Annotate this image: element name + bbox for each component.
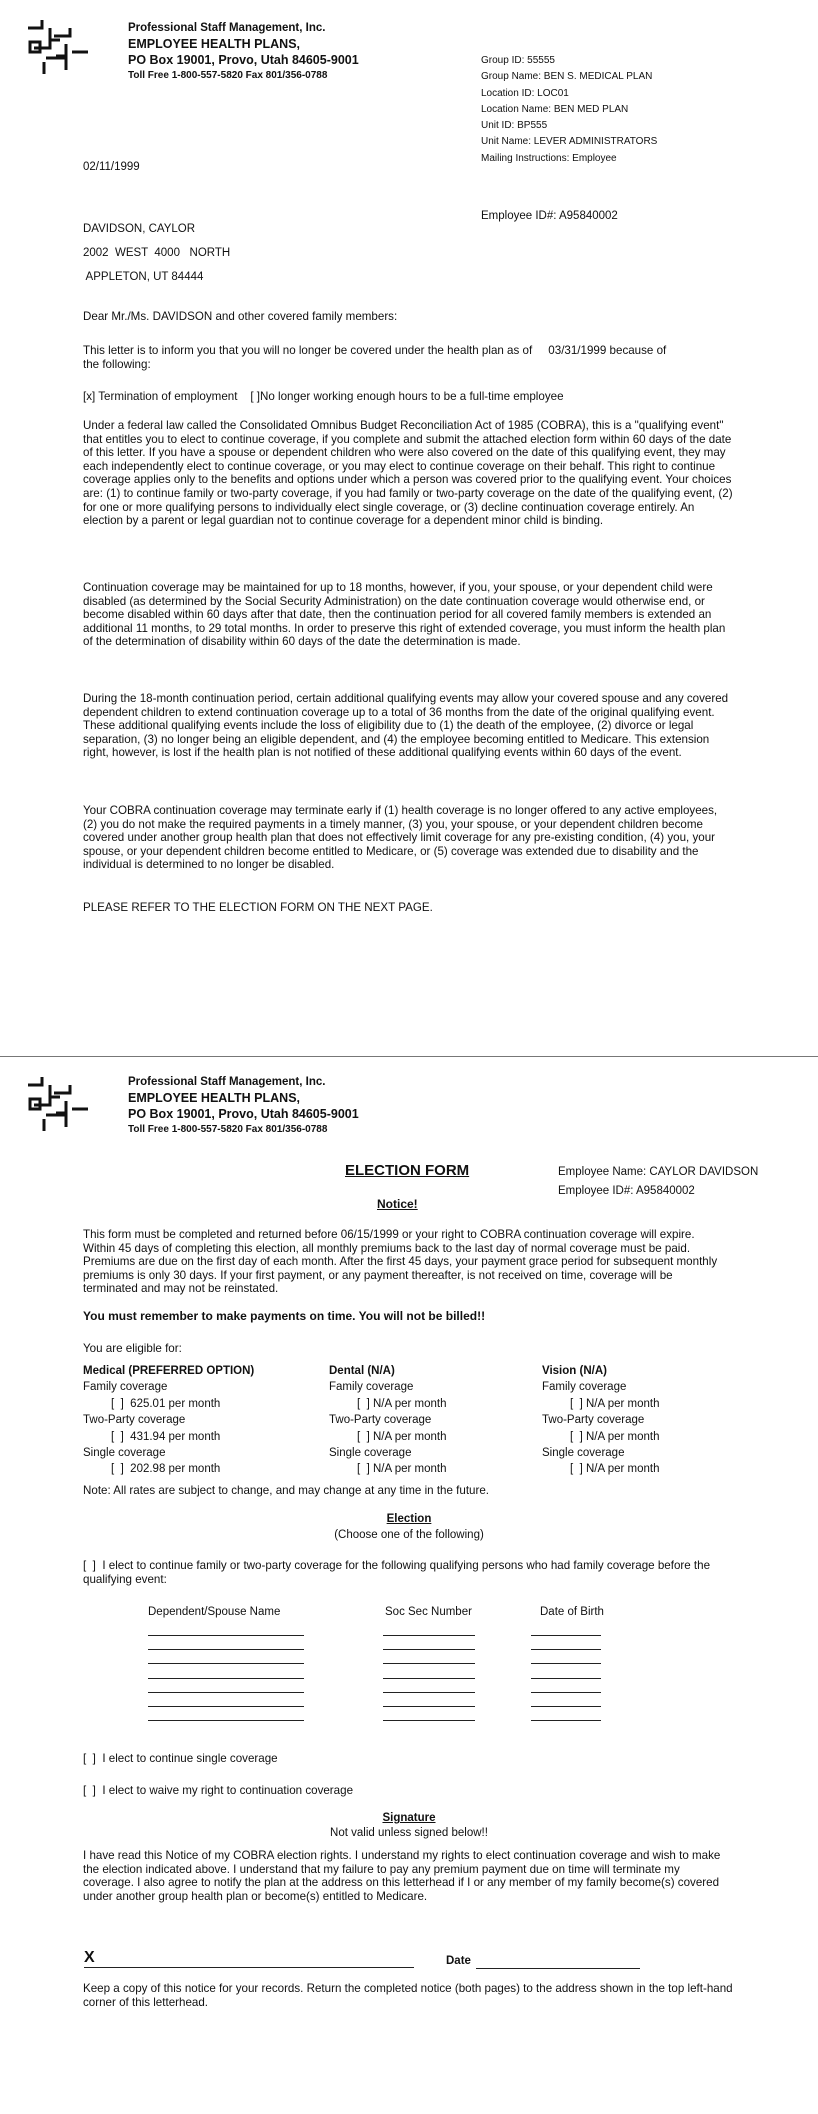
plan-checkbox[interactable]: [ ] 202.98 per month — [111, 1463, 221, 1476]
plan-checkbox[interactable]: [ ] 625.01 per month — [111, 1397, 221, 1410]
ssn-line[interactable] — [383, 1678, 475, 1679]
dob-line[interactable] — [531, 1692, 601, 1693]
plan-checkbox[interactable]: [ ] N/A per month — [357, 1463, 447, 1476]
intro-text: This letter is to inform you that you will no longer be covered under the health plan as of 03/31/1999 because of the following: — [83, 344, 670, 371]
company-address: PO Box 19001, Provo, Utah 84605-9001 — [128, 53, 359, 67]
plan-line: Family coverage — [83, 1381, 168, 1394]
ssn-line[interactable] — [383, 1706, 475, 1707]
letter-employee-id: Employee ID#: A95840002 — [481, 210, 618, 222]
dob-header: Date of Birth — [540, 1606, 604, 1618]
form-employee-id: Employee ID#: A95840002 — [558, 1185, 695, 1197]
signature-heading: Signature — [382, 1812, 436, 1824]
company-header — [128, 1074, 359, 1138]
form-title: ELECTION FORM — [345, 1162, 470, 1179]
election-heading: Election — [386, 1513, 432, 1525]
signature-subheading: Not valid unless signed below!! — [330, 1827, 488, 1839]
continuation-paragraph: Continuation coverage may be maintained for up to 18 months, however, if you, your spouse, or your dependent child were disabled (as determined by the Social Security Administration) on the date continuation coverage would otherwise end, or become disabled within 60 days after that date, then the continuation period for all covered family members is extended an additional 11 months, to 29 total months. In order to preserve this right of extended coverage, you must inform the health plan of the determination of disability within 60 days of the date the determination is made. — [83, 581, 726, 649]
recipient-address — [83, 217, 230, 289]
unit-id: Unit ID: BP555 — [481, 120, 548, 132]
letter-date: 02/11/1999 — [83, 161, 140, 173]
company-phone: Toll Free 1-800-557-5820 Fax 801/356-0788 — [128, 1124, 328, 1135]
plan-checkbox[interactable]: [ ] 431.94 per month — [111, 1430, 221, 1443]
date-line[interactable] — [476, 1968, 640, 1969]
plan-line: Single coverage — [329, 1447, 412, 1460]
refer-text: PLEASE REFER TO THE ELECTION FORM ON THE NEXT PAGE. — [83, 901, 433, 914]
footer-text: Keep a copy of this notice for your records. Return the completed notice (both pages) to the address shown in the top left-hand corner of this letterhead. — [83, 1982, 733, 2009]
election-form-page — [0, 1057, 818, 2114]
form-employee-name: Employee Name: CAYLOR DAVIDSON — [558, 1166, 759, 1178]
company-phone: Toll Free 1-800-557-5820 Fax 801/356-0788 — [128, 70, 328, 81]
location-name: Location Name: BEN MED PLAN — [481, 103, 629, 115]
plan-vision-heading: Vision (N/A) — [542, 1365, 607, 1377]
dependent-name-line[interactable] — [148, 1720, 304, 1721]
dob-line[interactable] — [531, 1649, 601, 1650]
group-info — [481, 53, 657, 167]
option-single[interactable]: [ ] I elect to continue single coverage — [83, 1752, 278, 1765]
plan-line: Two-Party coverage — [83, 1414, 186, 1427]
signature-line[interactable] — [84, 1967, 414, 1968]
ssn-header: Soc Sec Number — [385, 1606, 472, 1618]
dob-line[interactable] — [531, 1663, 601, 1664]
plan-checkbox[interactable]: [ ] N/A per month — [357, 1430, 447, 1443]
group-name: Group Name: BEN S. MEDICAL PLAN — [481, 71, 653, 83]
plan-checkbox[interactable]: [ ] N/A per month — [570, 1430, 660, 1443]
dependent-name-line[interactable] — [148, 1678, 304, 1679]
dob-line[interactable] — [531, 1635, 601, 1636]
company-plan: EMPLOYEE HEALTH PLANS, — [128, 1091, 301, 1105]
plan-checkbox[interactable]: [ ] N/A per month — [357, 1397, 447, 1410]
ssn-line[interactable] — [383, 1720, 475, 1721]
recipient-city: APPLETON, UT 84444 — [83, 271, 204, 283]
recipient-street: 2002 WEST 4000 NORTH — [83, 247, 231, 259]
dob-line[interactable] — [531, 1720, 601, 1721]
location-id: Location ID: LOC01 — [481, 87, 569, 99]
company-name: Professional Staff Management, Inc. — [128, 1076, 326, 1088]
eligible-label: You are eligible for: — [83, 1342, 182, 1355]
company-header — [128, 20, 359, 84]
election-subheading: (Choose one of the following) — [334, 1529, 484, 1541]
notice-bold: You must remember to make payments on time. You will not be billed!! — [83, 1309, 486, 1323]
dependent-name-line[interactable] — [148, 1663, 304, 1664]
company-address: PO Box 19001, Provo, Utah 84605-9001 — [128, 1107, 359, 1121]
company-plan: EMPLOYEE HEALTH PLANS, — [128, 37, 301, 51]
dependent-name-line[interactable] — [148, 1649, 304, 1650]
ssn-line[interactable] — [383, 1663, 475, 1664]
plan-dental — [329, 1363, 446, 1478]
date-label: Date — [446, 1955, 471, 1967]
dependent-name-line[interactable] — [148, 1635, 304, 1636]
plan-line: Two-Party coverage — [329, 1414, 432, 1427]
plan-medical — [83, 1363, 254, 1478]
additional-events-paragraph: During the 18-month continuation period, certain additional qualifying events may allow your covered spouse and any covered dependent children to extend continuation coverage up to a total of 36 months from the date of the original qualifying event. These additional qualifying events include the loss of eligibility due to (1) the death of the employee, (2) divorce or legal separation, (3) no longer being an eligible dependent, and (4) the employee becoming entitled to Medicare. This extension right, however, is lost if the health plan is not notified of these additional qualifying events within 60 days of the event. — [83, 692, 729, 760]
plan-line: Two-Party coverage — [542, 1414, 645, 1427]
termination-paragraph: Your COBRA continuation coverage may terminate early if (1) health coverage is no longer offered to any active employees, (2) you do not make the required payments in a timely manner, (3) you, your spouse, or your dependent children become covered under another group health plan that does not effectively limit coverage for any pre-existing condition, (4) you, your spouse, or your dependent children become entitled to Medicare, or (5) coverage was extended due to disability and the individual is determined to no longer be disabled. — [83, 804, 718, 872]
plan-dental-heading: Dental (N/A) — [329, 1365, 395, 1377]
salutation: Dear Mr./Ms. DAVIDSON and other covered family members: — [83, 310, 398, 323]
dependent-name-header: Dependent/Spouse Name — [148, 1606, 281, 1618]
signature-x: X — [84, 1949, 95, 1966]
option-family[interactable]: [ ] I elect to continue family or two-party coverage for the following qualifying persons who had family coverage before the qualifying event: — [83, 1559, 714, 1586]
ssn-line[interactable] — [383, 1635, 475, 1636]
signature-text: I have read this Notice of my COBRA election rights. I understand my rights to elect continuation coverage and wish to make the election indicated above. I understand that my failure to pay any premium payment due on time will terminate my coverage. I also agree to notify the plan at the address on this letterhead if I or any member of my family become(s) covered under another group health plan or become(s) entitled to Medicare. — [83, 1849, 721, 1903]
mailing-instructions: Mailing Instructions: Employee — [481, 152, 617, 164]
company-name: Professional Staff Management, Inc. — [128, 22, 326, 34]
dependent-name-line[interactable] — [148, 1692, 304, 1693]
notice-text: This form must be completed and returned before 06/15/1999 or your right to COBRA continuation coverage will expire. Within 45 days of completing this election, all monthly premiums back to the last day of normal coverage must be paid. Premiums are due on the first day of each month. After the first 45 days, your payment grace period for subsequent monthly premiums is only 30 days. If your first payment, or any payment thereafter, is not received on time, coverage will be terminated and may not be reinstated. — [83, 1228, 718, 1296]
company-logo-icon — [26, 18, 90, 74]
dob-line[interactable] — [531, 1706, 601, 1707]
plan-line: Family coverage — [542, 1381, 627, 1394]
cobra-paragraph: Under a federal law called the Consolidated Omnibus Budget Reconciliation Act of 1985 (COBRA), this is a "qualifying event" that entitles you to elect to continue coverage, if you complete and submit the attached election form within 60 days of the date of this letter. If you have a spouse or dependent children who were also covered on the date of this qualifying event, they may each independently elect to continue coverage, or you may elect to continue coverage on their behalf. This right to continue coverage applies only to the benefits and options under which a person was covered prior to the qualifying event. Your choices are: (1) to continue family or two-party coverage, if you had family or two-party coverage on the date of the qualifying event, (2) for one or more qualifying persons to individually elect single coverage, or (3) decline continuation coverage entirely. An election by a parent or legal guardian not to continue coverage for a dependent minor child is binding. — [83, 419, 733, 528]
plan-checkbox[interactable]: [ ] N/A per month — [570, 1463, 660, 1476]
plan-line: Single coverage — [83, 1447, 166, 1460]
ssn-line[interactable] — [383, 1692, 475, 1693]
plan-checkbox[interactable]: [ ] N/A per month — [570, 1397, 660, 1410]
rates-note: Note: All rates are subject to change, and may change at any time in the future. — [83, 1484, 490, 1497]
recipient-name: DAVIDSON, CAYLOR — [83, 223, 196, 235]
ssn-line[interactable] — [383, 1649, 475, 1650]
option-waive[interactable]: [ ] I elect to waive my right to continuation coverage — [83, 1784, 354, 1797]
dob-line[interactable] — [531, 1678, 601, 1679]
plan-medical-heading: Medical (PREFERRED OPTION) — [83, 1365, 255, 1377]
plan-line: Family coverage — [329, 1381, 414, 1394]
company-logo-icon — [26, 1075, 90, 1131]
dependent-name-line[interactable] — [148, 1706, 304, 1707]
notice-heading: Notice! — [377, 1197, 418, 1211]
termination-reason: [x] Termination of employment [ ]No longer working enough hours to be a full-time employee — [83, 390, 564, 403]
unit-name: Unit Name: LEVER ADMINISTRATORS — [481, 136, 658, 148]
plan-line: Single coverage — [542, 1447, 625, 1460]
form-employee-info — [558, 1163, 758, 1201]
plan-vision — [542, 1363, 659, 1478]
group-id: Group ID: 55555 — [481, 55, 555, 66]
